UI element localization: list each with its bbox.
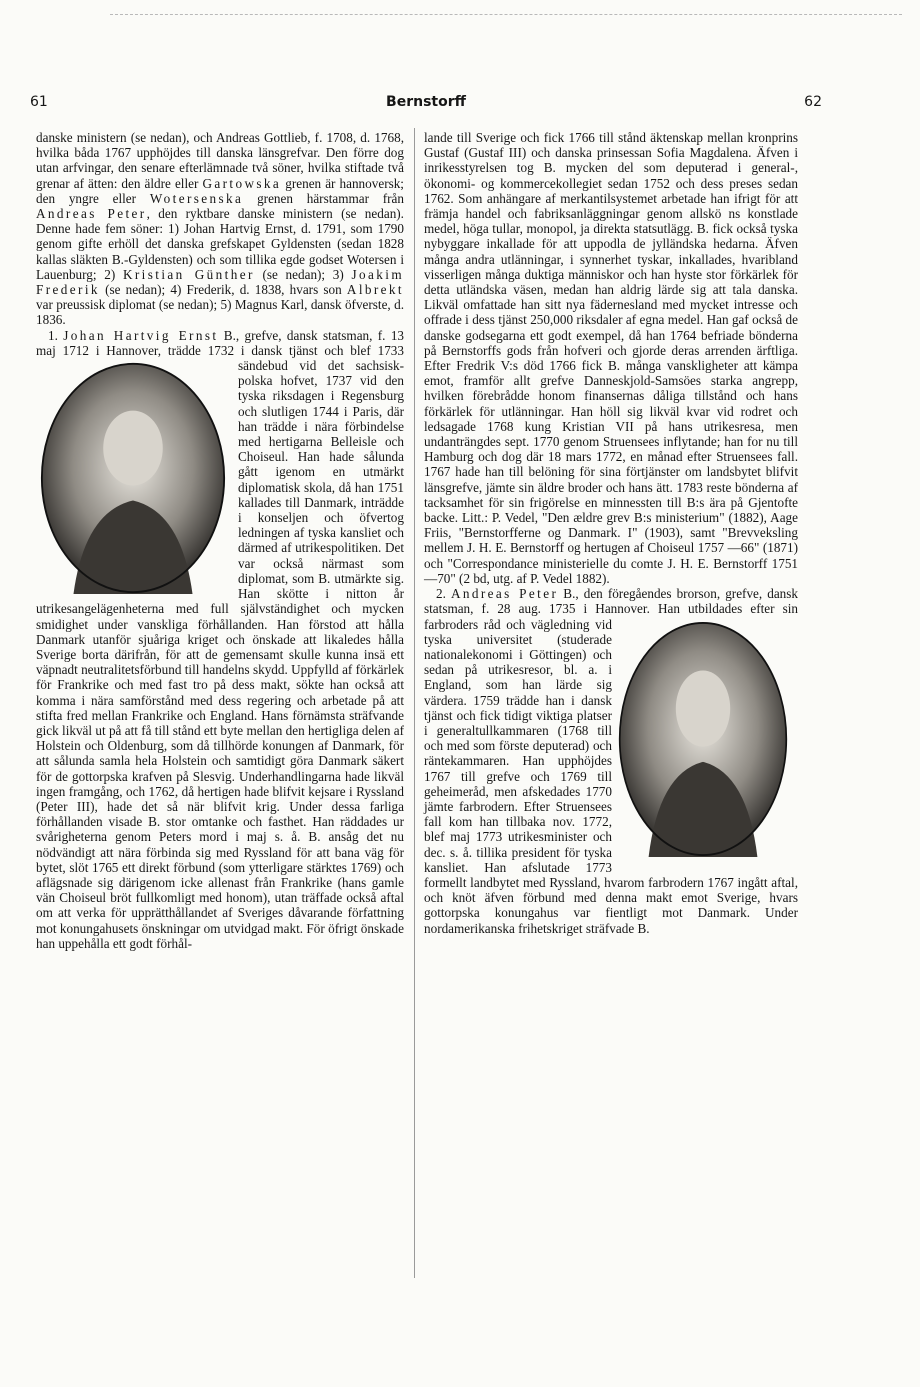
left-column [36, 130, 404, 951]
page-number-left: 61 [30, 94, 48, 110]
entry-andreas-peter: 2. Andreas Peter B., den föregåendes brorson, grefve, dansk statsman, f. 28 aug. 1735 i Hannover. Han utbildades efter sin farbroders råd och vägledning vid tyska universitet (studerade nationalekonomi i Göttingen) och sedan på utrikesresor, bl. a. i England, som han lärde sig värdera. 1759 trädde han i dansk tjänst och fick tidigt viktiga platser i generaltullkammaren (1768 till och med som förste deputerad) och räntekammaren. Han upphöjdes 1767 till grefve och 1769 till geheimeråd, men afskedades 1770 jämte farbrodern. Efter Struensees fall kom han tillbaka nov. 1772, blef maj 1773 utrikesminister och dec. s. å. tillika president för tyska kansliet. Han afslutade 1773 formellt landbytet med Ryssland, hvarom farbrodern 1767 ingått aftal, och knöt äfven förbund med denna makt emot Sverige, hvars gottorpska konungahus var fientligt mot Danmark. Under nordamerikanska frihetskriget sträfvade B. [424, 586, 799, 936]
page-number-right: 62 [804, 94, 822, 110]
right-column [424, 130, 798, 936]
portrait-andreas-peter [618, 621, 788, 857]
page-header [30, 94, 822, 114]
portrait-johan-hartvig-ernst [40, 362, 226, 594]
column-divider [414, 128, 415, 1278]
top-scan-rule [110, 14, 902, 15]
entry-johan-hartvig-ernst: 1. Johan Hartvig Ernst B., grefve, dansk statsman, f. 13 maj 1712 i Hannover, trädde 1732 i dansk tjänst och blef 1733 sändebud vid det sachsisk-polska hofvet, 1737 vid den tyska riksdagen i Regensburg och slutligen 1744 i Paris, där han trädde i nära förbindelse med hertigarna Belleisle och Choiseul. Han hade sålunda gått igenom en utmärkt diplomatisk skola, då han 1751 kallades till Danmark, inträdde i konseljen och öfvertog ledningen af tyska kansliet och därmed af utrikespolitiken. Det var också närmast som diplomat, som B. utmärkte sig. Han skötte i nitton år utrikesangelägenheterna med full självständighet och mycken smidighet under vanskliga förhållanden. Han förstod att hålla Danmark utanför sjuåriga kriget och önskade att likaledes hålla Sverige borta därifrån, för att de gemensamt skulle kunna insä ett väpnadt neutralitetsförbund till handelns skydd. Uppfylld af förkärlek för Frankrike och med fast tro på dess makt, sökte han också att komma i nära samförstånd med dess regering och arbetade på att stifta fred mellan Frankrike och England. Hans förnämsta sträfvande gick likväl ut på att få till stånd ett byte mellan den hertigliga delen af Holstein och Oldenburg, som då tillhörde konungen af Danmark, för att sålunda samla hela Holstein och samtidigt göra Danmark säkert för de gottorpska krafven på Slesvig. Underhandlingarna hade likväl ingen framgång, och 1762, då hertigen hade blifvit kejsare i Ryssland (Peter III), hade det så när blifvit krig. Under dessa farliga förhållanden visade B. stor omtanke och fasthet. Han räddades ur svårigheterna genom Peters mord i maj s. å. B. ansåg det nu nödvändigt att nära förbinda sig med Ryssland för att bana väg för bytet, slöt 1765 ett direkt förbund (som ytterligare stärktes 1769) och aflägsnade sig därigenom icke allenast från Frankrike (hans gamle vän Choiseul bröt fullkomligt med honom), utan träffade också aftal om att verka för upprätthållandet af Sveriges dåvarande författning mot konungahusets önskningar om utvidgad makt. För öfrigt önskade han uppehålla ett godt förhål- [36, 327, 405, 951]
family-paragraph: danske ministern (se nedan), och Andreas Gottlieb, f. 1708, d. 1768, hvilka båda 1767 upphöjdes till danska länsgrefvar. Den förre dog utan arfvingar, den senare efterlämnade två söner, hvilka stiftade två grenar af ätten: den äldre eller Gartowska grenen är hannoversk; den yngre eller Wotersenska grenen härstammar från Andreas Peter, den ryktbare danske ministern (se nedan). Denne hade fem söner: 1) Johan Hartvig Ernst, d. 1791, som 1790 genom gifte erhöll det danska grefskapet Gyldensten (sedan 1828 kallas släkten B.-Gyldensten) och som tillika egde godset Wotersen i Lauenburg; 2) Kristian Günther (se nedan); 3) Joakim Frederik (se nedan); 4) Frederik, d. 1838, hvars son Albrekt var preussisk diplomat (se nedan); 5) Magnus Karl, dansk öfverste, d. 1836. [36, 130, 404, 328]
running-title: Bernstorff [386, 94, 466, 110]
continuation-paragraph: lande till Sverige och fick 1766 till stånd äktenskap mellan kronprins Gustaf (Gustaf III) och danska prinsessan Sofia Magdalena. Äfven i inrikesstyrelsen tog B. mycken del som deputerad i general-, ökonomi- og kommercekollegiet sedan 1752 och dess preses sedan 1762. Som anhängare af merkantilsystemet arbetade han ifrigt för att främja handel och fabriksanläggningar genom allskö ns konstlade medel, höga tullar, monopol, ja direkta statsutlägg. B. fick också tyska nybyggare inkallade för att uppodla de jylländska hedarna. Äfven många andra utlänningar, i synnerhet tyskar, inkallades, hvaribland visserligen många duktiga människor och han hyste stor förkärlek för detta utländska väsen, medan han aldrig lärde sig att tala danska. Likväl omfattade han sitt nya fädernesland med mycket intresse och offrade i dess tjänst 250,000 riksdaler af egna medel. Han gaf också de danske godsegarna ett godt exempel, då han 1764 befriade bönderna på Bernstorffs gods från hofveri och gjorde deras arrenden ärftliga. Efter Fredrik V:s död 1766 fick B. många vanskligheter att kämpa emot, framför allt grefve Danneskjold-Samsöes starka angrepp, hvilken förebrådde honom finansernas dåliga tillstånd och hans förkärlek för utlänningar. Han höll sig likväl kvar vid rodret och ledsagade 1768 kung Kristian VII på hans utrikesresa, men undanträngdes sept. 1770 genom Struensees inflytande; han for nu till Hamburg och dog där 18 mars 1772, en månad efter Struensees fall. 1767 hade han till belöning för sina förtjänster om landsbytet blifvit länsgrefve, jämte sin äldre broder och hans ätt. 1783 reste bönderna af tacksamhet för sin frigörelse en minnessten till B:s ära på Gjentofte backe. Litt.: P. Vedel, "Den ældre grev B:s ministerium" (1882), Aage Friis, "Bernstorfferne og Danmark. I" (1903), samt "Brevveksling mellem J. H. E. Bernstorff og hertugen af Choiseul 1757 —66" (1871) och "Correspondance ministerielle du comte J. H. E. Bernstorff 1751—70" (2 bd, utg. af P. Vedel 1882). [424, 130, 798, 586]
